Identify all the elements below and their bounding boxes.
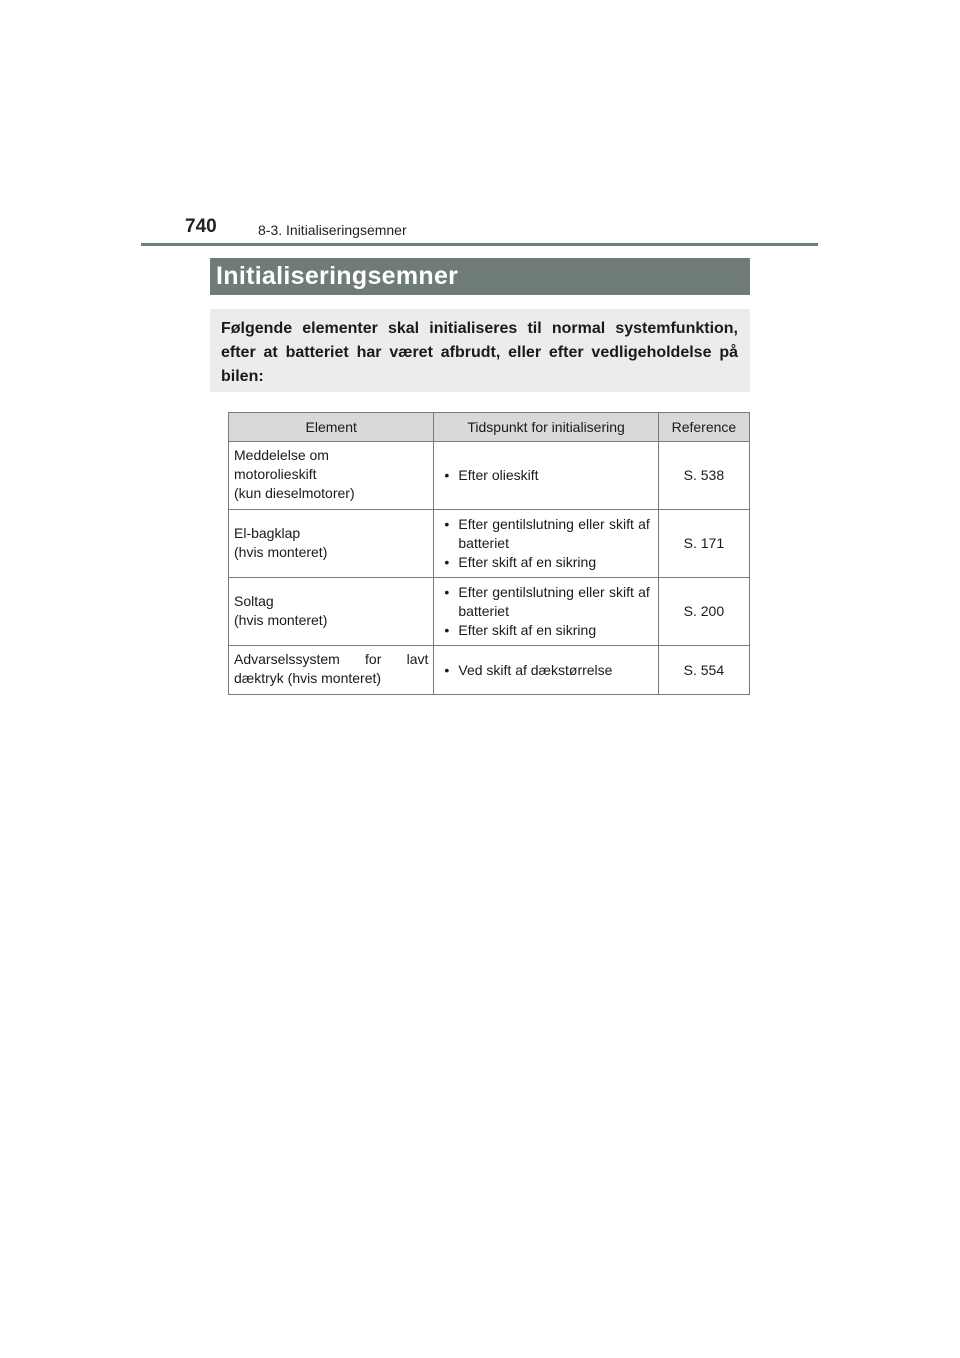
timing-cell xyxy=(434,510,658,578)
element-cell xyxy=(229,578,434,646)
page-number: 740 xyxy=(185,216,217,237)
timing-cell xyxy=(434,578,658,646)
intro-text: Følgende elementer skal initialiseres til normal systemfunktion, efter at batteriet har været afbrudt, eller efter vedligeholdelse på bilen: xyxy=(221,320,738,385)
timing-text: Efter skift af en sikring xyxy=(458,554,597,570)
element-line: motorolieskift xyxy=(234,466,317,482)
timing-bullet-item xyxy=(444,515,649,553)
bullet-icon: • xyxy=(444,516,450,532)
header-divider xyxy=(141,243,818,246)
timing-cell xyxy=(434,442,658,510)
bullet-icon: • xyxy=(444,622,450,638)
reference-cell: S. 554 xyxy=(658,646,749,695)
timing-text: Efter olieskift xyxy=(458,467,539,483)
table-row xyxy=(229,646,750,695)
timing-text: Efter gentilslutning eller skift af batteriet xyxy=(458,584,650,619)
element-line: Meddelelse om xyxy=(234,447,329,463)
element-line: (kun dieselmotorer) xyxy=(234,485,355,501)
table-row xyxy=(229,510,750,578)
timing-bullet-item xyxy=(444,583,649,621)
intro-box xyxy=(210,309,750,392)
element-line: (hvis monteret) xyxy=(234,611,328,628)
reference-cell: S. 171 xyxy=(658,510,749,578)
bullet-icon: • xyxy=(444,467,450,483)
element-line: (hvis monteret) xyxy=(234,543,328,560)
section-title-band xyxy=(210,258,750,295)
bullet-icon: • xyxy=(444,584,450,600)
column-header-reference: Reference xyxy=(658,413,749,442)
element-line: Advarselssystem for lavt dæktryk (hvis monteret) xyxy=(234,651,429,686)
table-row xyxy=(229,442,750,510)
reference-cell: S. 200 xyxy=(658,578,749,646)
timing-bullet-item xyxy=(444,621,649,640)
column-header-element: Element xyxy=(229,413,434,442)
element-line: Soltag xyxy=(234,592,274,609)
timing-bullet-item xyxy=(444,661,649,680)
section-reference: 8-3. Initialiseringsemner xyxy=(258,222,407,238)
bullet-icon: • xyxy=(444,554,450,570)
timing-text: Efter gentilslutning eller skift af batteriet xyxy=(458,516,650,551)
table-header-row xyxy=(229,413,750,442)
timing-text: Ved skift af dækstørrelse xyxy=(458,661,613,678)
column-header-timing: Tidspunkt for initialisering xyxy=(434,413,658,442)
initialization-table xyxy=(228,412,750,695)
element-cell xyxy=(229,510,434,578)
timing-cell xyxy=(434,646,658,695)
page-title: Initialiseringsemner xyxy=(216,262,459,290)
element-cell xyxy=(229,442,434,510)
timing-text: Efter skift af en sikring xyxy=(458,622,597,638)
reference-cell: S. 538 xyxy=(658,442,749,510)
timing-bullet-item xyxy=(444,466,649,485)
element-cell xyxy=(229,646,434,695)
timing-bullet-item xyxy=(444,553,649,572)
element-line: El-bagklap xyxy=(234,524,301,541)
bullet-icon: • xyxy=(444,661,450,678)
table-row xyxy=(229,578,750,646)
